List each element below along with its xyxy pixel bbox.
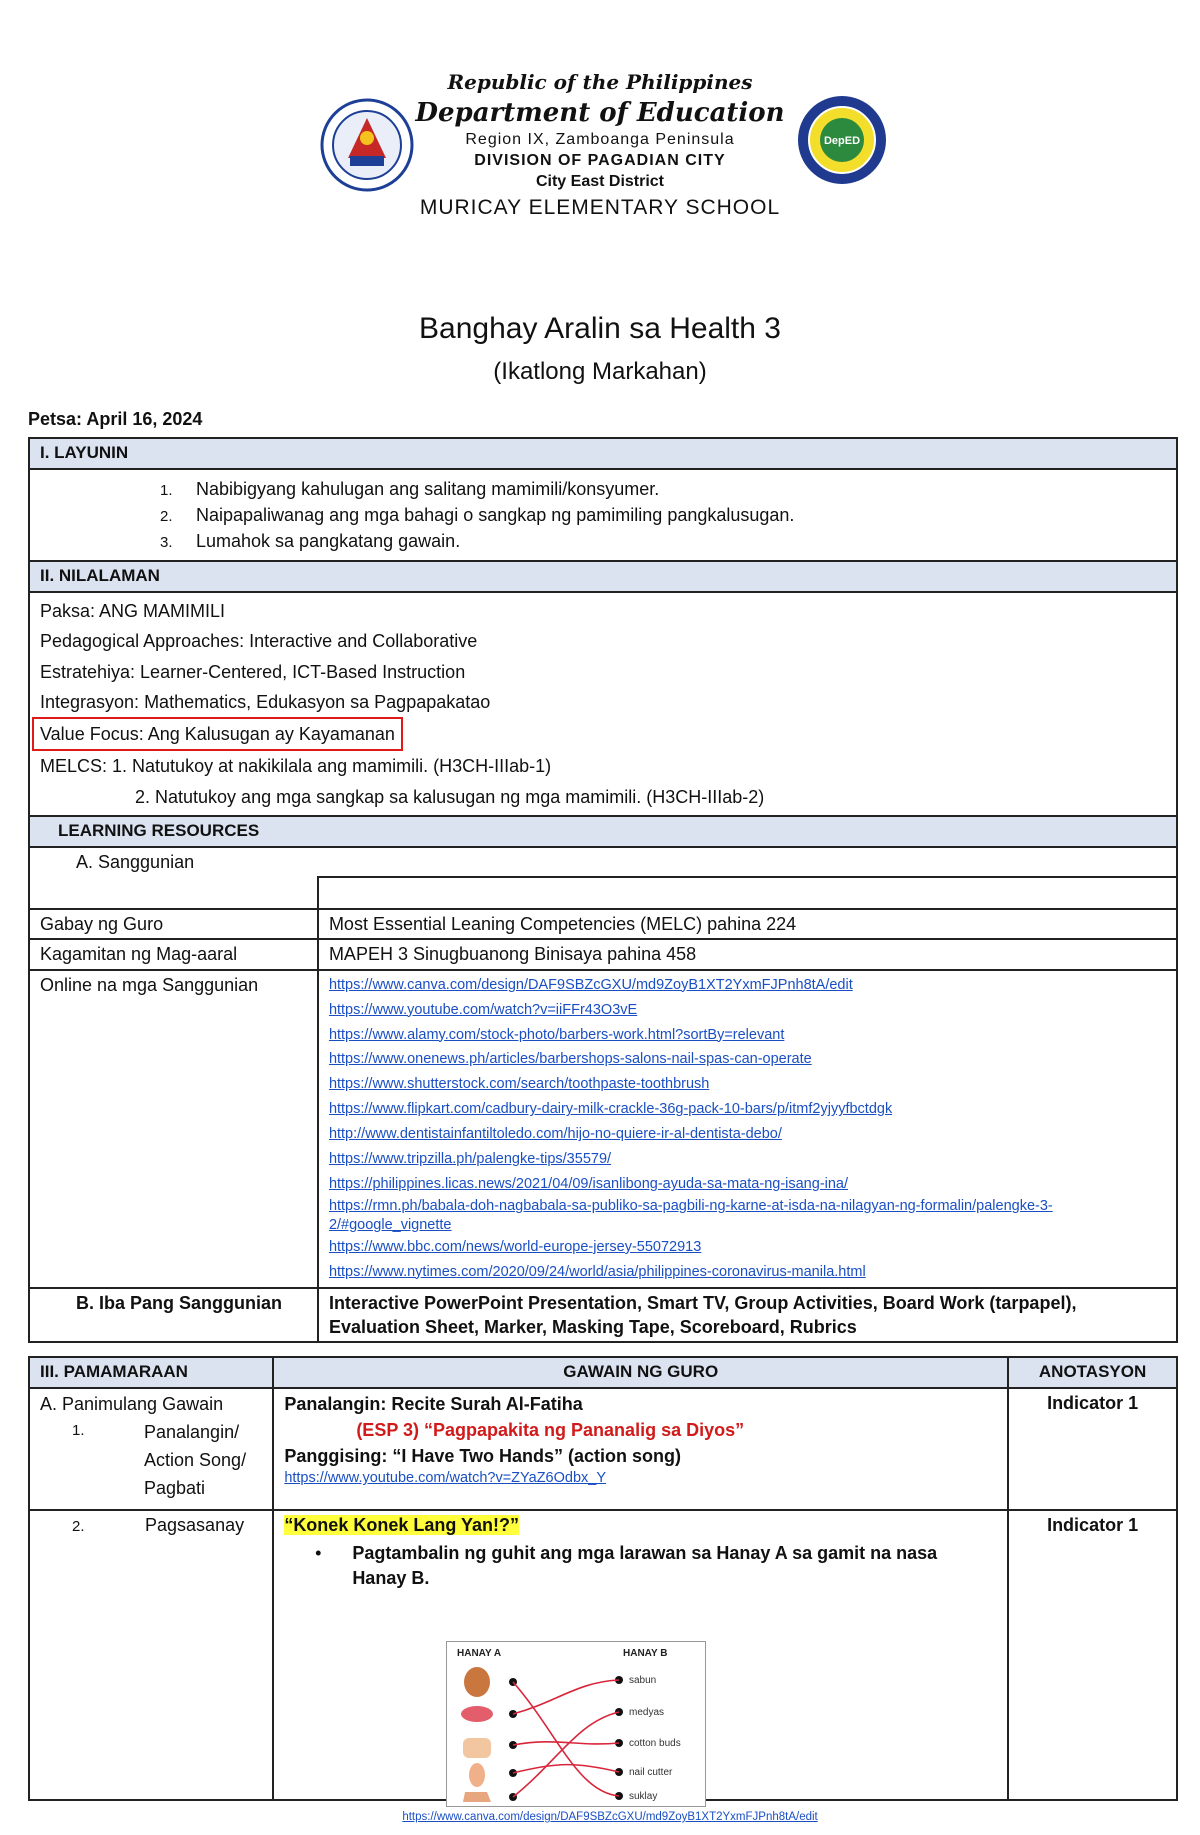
region-line: Region IX, Zamboanga Peninsula (465, 131, 735, 148)
resource-label: Kagamitan ng Mag-aaral (29, 939, 318, 969)
district-line: City East District (535, 173, 665, 190)
resource-link[interactable]: https://www.onenews.ph/articles/barbershops-salons-nail-spas-can-operate (328, 1051, 812, 1068)
resource-link[interactable]: https://www.shutterstock.com/search/toothpaste-toothbrush (328, 1076, 710, 1093)
sanggunian-label: A. Sanggunian (29, 847, 1177, 877)
row-number: 1. (72, 1421, 85, 1439)
online-label: Online na mga Sanggunian (29, 970, 318, 1288)
integrasyon: Integrasyon: Mathematics, Edukasyon sa Pagpapakatao (40, 691, 491, 712)
row-title: A. Panimulang Gawain (40, 1393, 224, 1414)
activity-instruction: Pagtambalin ng guhit ang mga larawan sa Hanay A sa gamit na nasa Hanay B. (352, 1543, 938, 1588)
estratehiya: Estratehiya: Learner-Centered, ICT-Based Instruction (40, 661, 466, 682)
department-line: Department of Education (415, 98, 785, 128)
row-number: 2. (72, 1517, 85, 1535)
nilalaman-body (29, 592, 1177, 816)
col-header: GAWAIN NG GURO (273, 1357, 1008, 1388)
panalangin: Panalangin: Recite Surah Al-Fatiha (284, 1393, 583, 1414)
date-line: Petsa: April 16, 2024 (28, 409, 203, 429)
empty-cell (29, 877, 318, 909)
pamamaraan-table (28, 1356, 1178, 1823)
sub-line: Pagbati (144, 1477, 206, 1498)
melcs-1: MELCS: 1. Natutukoy at nakikilala ang mamimili. (H3CH-IIIab-1) (40, 756, 552, 777)
resource-link[interactable]: https://www.flipkart.com/cadbury-dairy-milk-crackle-36g-pack-10-bars/p/itmf2yjyyfbctdgk (328, 1101, 893, 1118)
row-title: Pagsasanay (145, 1514, 245, 1535)
school-name: MURICAY ELEMENTARY SCHOOL (419, 196, 781, 219)
resource-link[interactable]: https://www.canva.com/design/DAF9SBZcGXU/md9ZoyB1XT2YxmFJPnh8tA/edit (328, 976, 853, 993)
paksa: Paksa: ANG MAMIMILI (40, 601, 226, 622)
resource-link[interactable]: https://www.bbc.com/news/world-europe-jersey-55072913 (328, 1238, 702, 1255)
resource-value: Most Essential Leaning Competencies (MELC) pahina 224 (318, 909, 1177, 939)
svg-text:nail cutter: nail cutter (629, 1766, 673, 1778)
list-item: 2. Naipapaliwanag ang mga bahagi o sangkap ng pamimiling pangkalusugan. (160, 505, 795, 526)
resource-link[interactable]: https://www.alamy.com/stock-photo/barbers-work.html?sortBy=relevant (328, 1026, 785, 1043)
lesson-plan-table (28, 437, 1178, 1343)
resources-heading: LEARNING RESOURCES (29, 816, 1177, 847)
value-focus: Value Focus: Ang Kalusugan ay Kayamanan (32, 717, 403, 751)
melcs-2: 2. Natutukoy ang mga sangkap sa kalusugan ng mga mamimili. (H3CH-IIIab-2) (135, 786, 765, 807)
empty-cell (318, 877, 1177, 909)
sub-line: Panalangin/ (144, 1421, 240, 1442)
online-links (318, 970, 1177, 1288)
table-row (29, 909, 1177, 939)
resource-label: Gabay ng Guro (29, 909, 318, 939)
matching-image (446, 1641, 706, 1807)
nilalaman-heading: II. NILALAMAN (29, 561, 1177, 592)
sub-line: Action Song/ (144, 1449, 247, 1470)
svg-text:cotton buds: cotton buds (629, 1737, 682, 1749)
table-row (29, 939, 1177, 969)
col-header: ANOTASYON (1008, 1357, 1177, 1388)
table-row (29, 970, 1177, 1288)
annotation: Indicator 1 (1008, 1510, 1177, 1800)
svg-text:sabun: sabun (629, 1674, 657, 1686)
song-link[interactable]: https://www.youtube.com/watch?v=ZYaZ6Odbx_Y (284, 1470, 607, 1487)
pedagogical-approaches: Pedagogical Approaches: Interactive and Collaborative (40, 631, 478, 652)
resource-link[interactable]: https://www.tripzilla.ph/palengke-tips/35579/ (328, 1151, 612, 1168)
canva-link[interactable]: https://www.canva.com/design/DAF9SBZcGXU/md9ZoyB1XT2YxmFJPnh8tA/edit (402, 1810, 818, 1823)
table-row (29, 1388, 1177, 1510)
svg-text:medyas: medyas (629, 1706, 665, 1718)
page-subtitle: (Ikatlong Markahan) (493, 358, 707, 385)
activity-title: “Konek Konek Lang Yan!?” (284, 1514, 520, 1535)
list-item: 1. Nabibigyang kahulugan ang salitang mamimili/konsyumer. (160, 478, 660, 499)
page-title: Banghay Aralin sa Health 3 (419, 312, 781, 345)
svg-text:DepED: DepED (823, 135, 861, 147)
list-item: 3. Lumahok sa pangkatang gawain. (160, 531, 461, 552)
col-header: III. PAMAMARAAN (29, 1357, 273, 1388)
esp-note: (ESP 3) “Pagpapakita ng Pananalig sa Diyos” (356, 1420, 745, 1441)
resource-value: MAPEH 3 Sinugbuanong Binisaya pahina 458 (318, 939, 1177, 969)
panggising: Panggising: “I Have Two Hands” (action song) (284, 1446, 682, 1467)
resource-link[interactable]: https://rmn.ph/babala-doh-nagbabala-sa-publiko-sa-pagbili-ng-karne-at-isda-na-nilagyan-ng-formalin/palengke-3- (328, 1198, 1053, 1215)
resource-link[interactable]: https://philippines.licas.news/2021/04/09/isanlibong-ayuda-sa-mata-ng-isang-ina/ (328, 1176, 849, 1193)
layunin-heading: I. LAYUNIN (29, 438, 1177, 469)
resource-link[interactable]: https://www.nytimes.com/2020/09/24/world/asia/philippines-coronavirus-manila.html (328, 1263, 866, 1280)
bullet-icon: • (315, 1543, 322, 1564)
resource-link[interactable]: 2/#google_vignette (328, 1216, 452, 1233)
resource-link[interactable]: https://www.youtube.com/watch?v=iiFFr43O3vE (328, 1001, 638, 1018)
table-row (29, 1510, 1177, 1800)
svg-text:HANAY A: HANAY A (457, 1647, 502, 1659)
iba-value: Interactive PowerPoint Presentation, Smart TV, Group Activities, Board Work (tarpapel), Evaluation Sheet, Marker, Masking Tape, Scoreboard, Rubrics (318, 1288, 1177, 1343)
iba-label: B. Iba Pang Sanggunian (29, 1288, 318, 1343)
table-row (29, 1288, 1177, 1343)
division-line: DIVISION OF PAGADIAN CITY (474, 152, 726, 169)
annotation: Indicator 1 (1008, 1388, 1177, 1510)
svg-text:HANAY B: HANAY B (623, 1647, 668, 1659)
republic-line: Republic of the Philippines (447, 70, 753, 94)
layunin-list (29, 469, 1177, 561)
svg-text:suklay: suklay (629, 1790, 658, 1802)
resource-link[interactable]: http://www.dentistainfantiltoledo.com/hijo-no-quiere-ir-al-dentista-debo/ (328, 1126, 782, 1143)
